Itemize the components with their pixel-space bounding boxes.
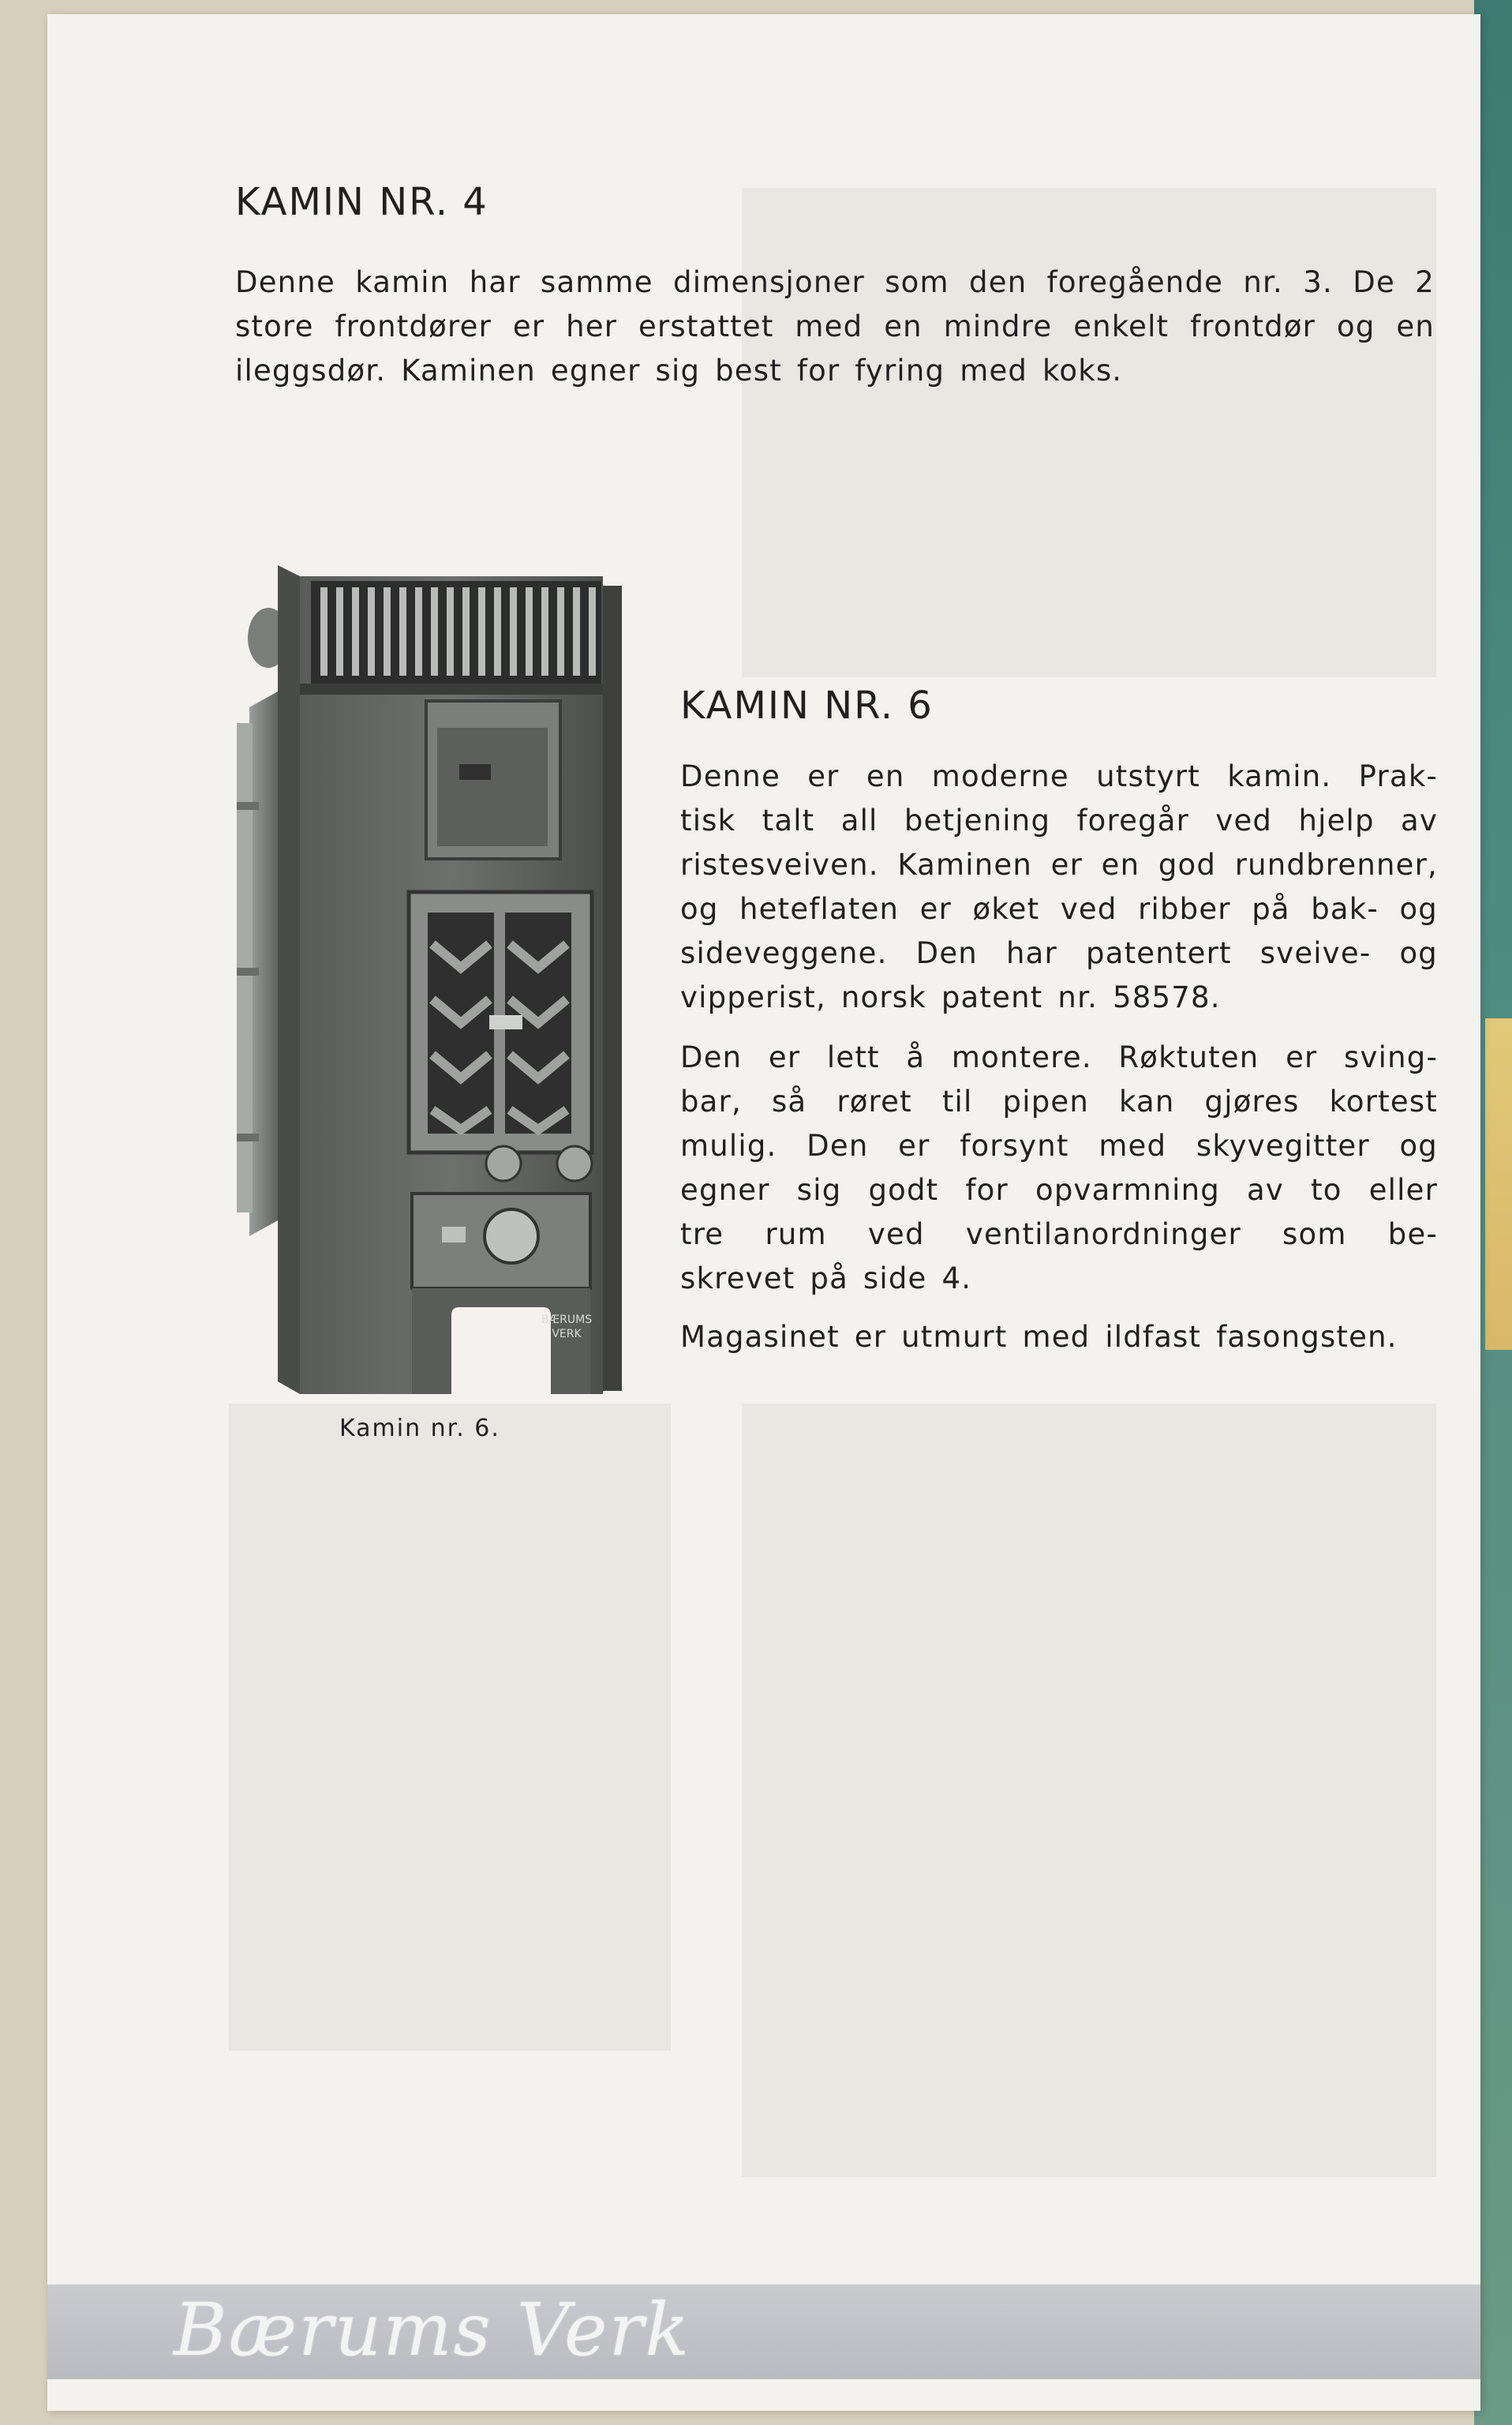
kamin4-line: store frontdører er her erstattet med en mindre enkelt frontdør og en (235, 309, 1435, 343)
stove-drawing (234, 526, 660, 1402)
kamin6-title: KAMIN NR. 6 (680, 684, 934, 728)
image-caption: Kamin nr. 6. (339, 1415, 500, 1442)
svg-text:BÆRUMS: BÆRUMS (541, 1314, 593, 1326)
kamin6-p1-line: sideveggene. Den har patentert sveive- og (680, 936, 1438, 970)
show-through-block (742, 1404, 1436, 2177)
footer-logo: Bærums Verk (174, 2288, 691, 2372)
kamin6-p2-line: skrevet på side 4. (680, 1261, 972, 1295)
show-through-block (742, 188, 1436, 677)
kamin6-p2-line: egner sig godt for opvarmning av to eller (680, 1173, 1438, 1207)
kamin6-p2-line: mulig. Den er forsynt med skyvegitter og (680, 1129, 1438, 1163)
kamin4-line: ileggsdør. Kaminen egner sig best for fyring med koks. (235, 354, 1123, 388)
kamin6-p2-line: Den er lett å montere. Røktuten er sving- (680, 1040, 1438, 1074)
kamin4-line: Denne kamin har samme dimensjoner som den foregående nr. 3. De 2 (235, 265, 1435, 299)
show-through-block (229, 1404, 671, 2051)
kamin6-p1-line: ristesveiven. Kaminen er en god rundbrenner, (680, 848, 1438, 882)
svg-text:VERK: VERK (552, 1328, 582, 1340)
kamin4-title: KAMIN NR. 4 (235, 180, 488, 224)
footer-band (47, 2284, 1480, 2379)
next-page-edge-yellow (1485, 1018, 1512, 1350)
stove-illustration (234, 526, 660, 1402)
kamin6-p1-line: Denne er en moderne utstyrt kamin. Prak- (680, 759, 1438, 793)
document-page (47, 14, 1480, 2411)
kamin6-p3-line: Magasinet er utmurt med ildfast fasongsten. (680, 1320, 1398, 1354)
kamin6-p2-line: tre rum ved ventilanordninger som be- (680, 1217, 1438, 1251)
kamin6-p1-line: vipperist, norsk patent nr. 58578. (680, 980, 1221, 1014)
kamin6-p1-line: tisk talt all betjening foregår ved hjelp av (680, 804, 1438, 838)
kamin6-p1-line: og heteflaten er øket ved ribber på bak- og (680, 892, 1438, 926)
kamin6-p2-line: bar, så røret til pipen kan gjøres kortest (680, 1085, 1438, 1119)
